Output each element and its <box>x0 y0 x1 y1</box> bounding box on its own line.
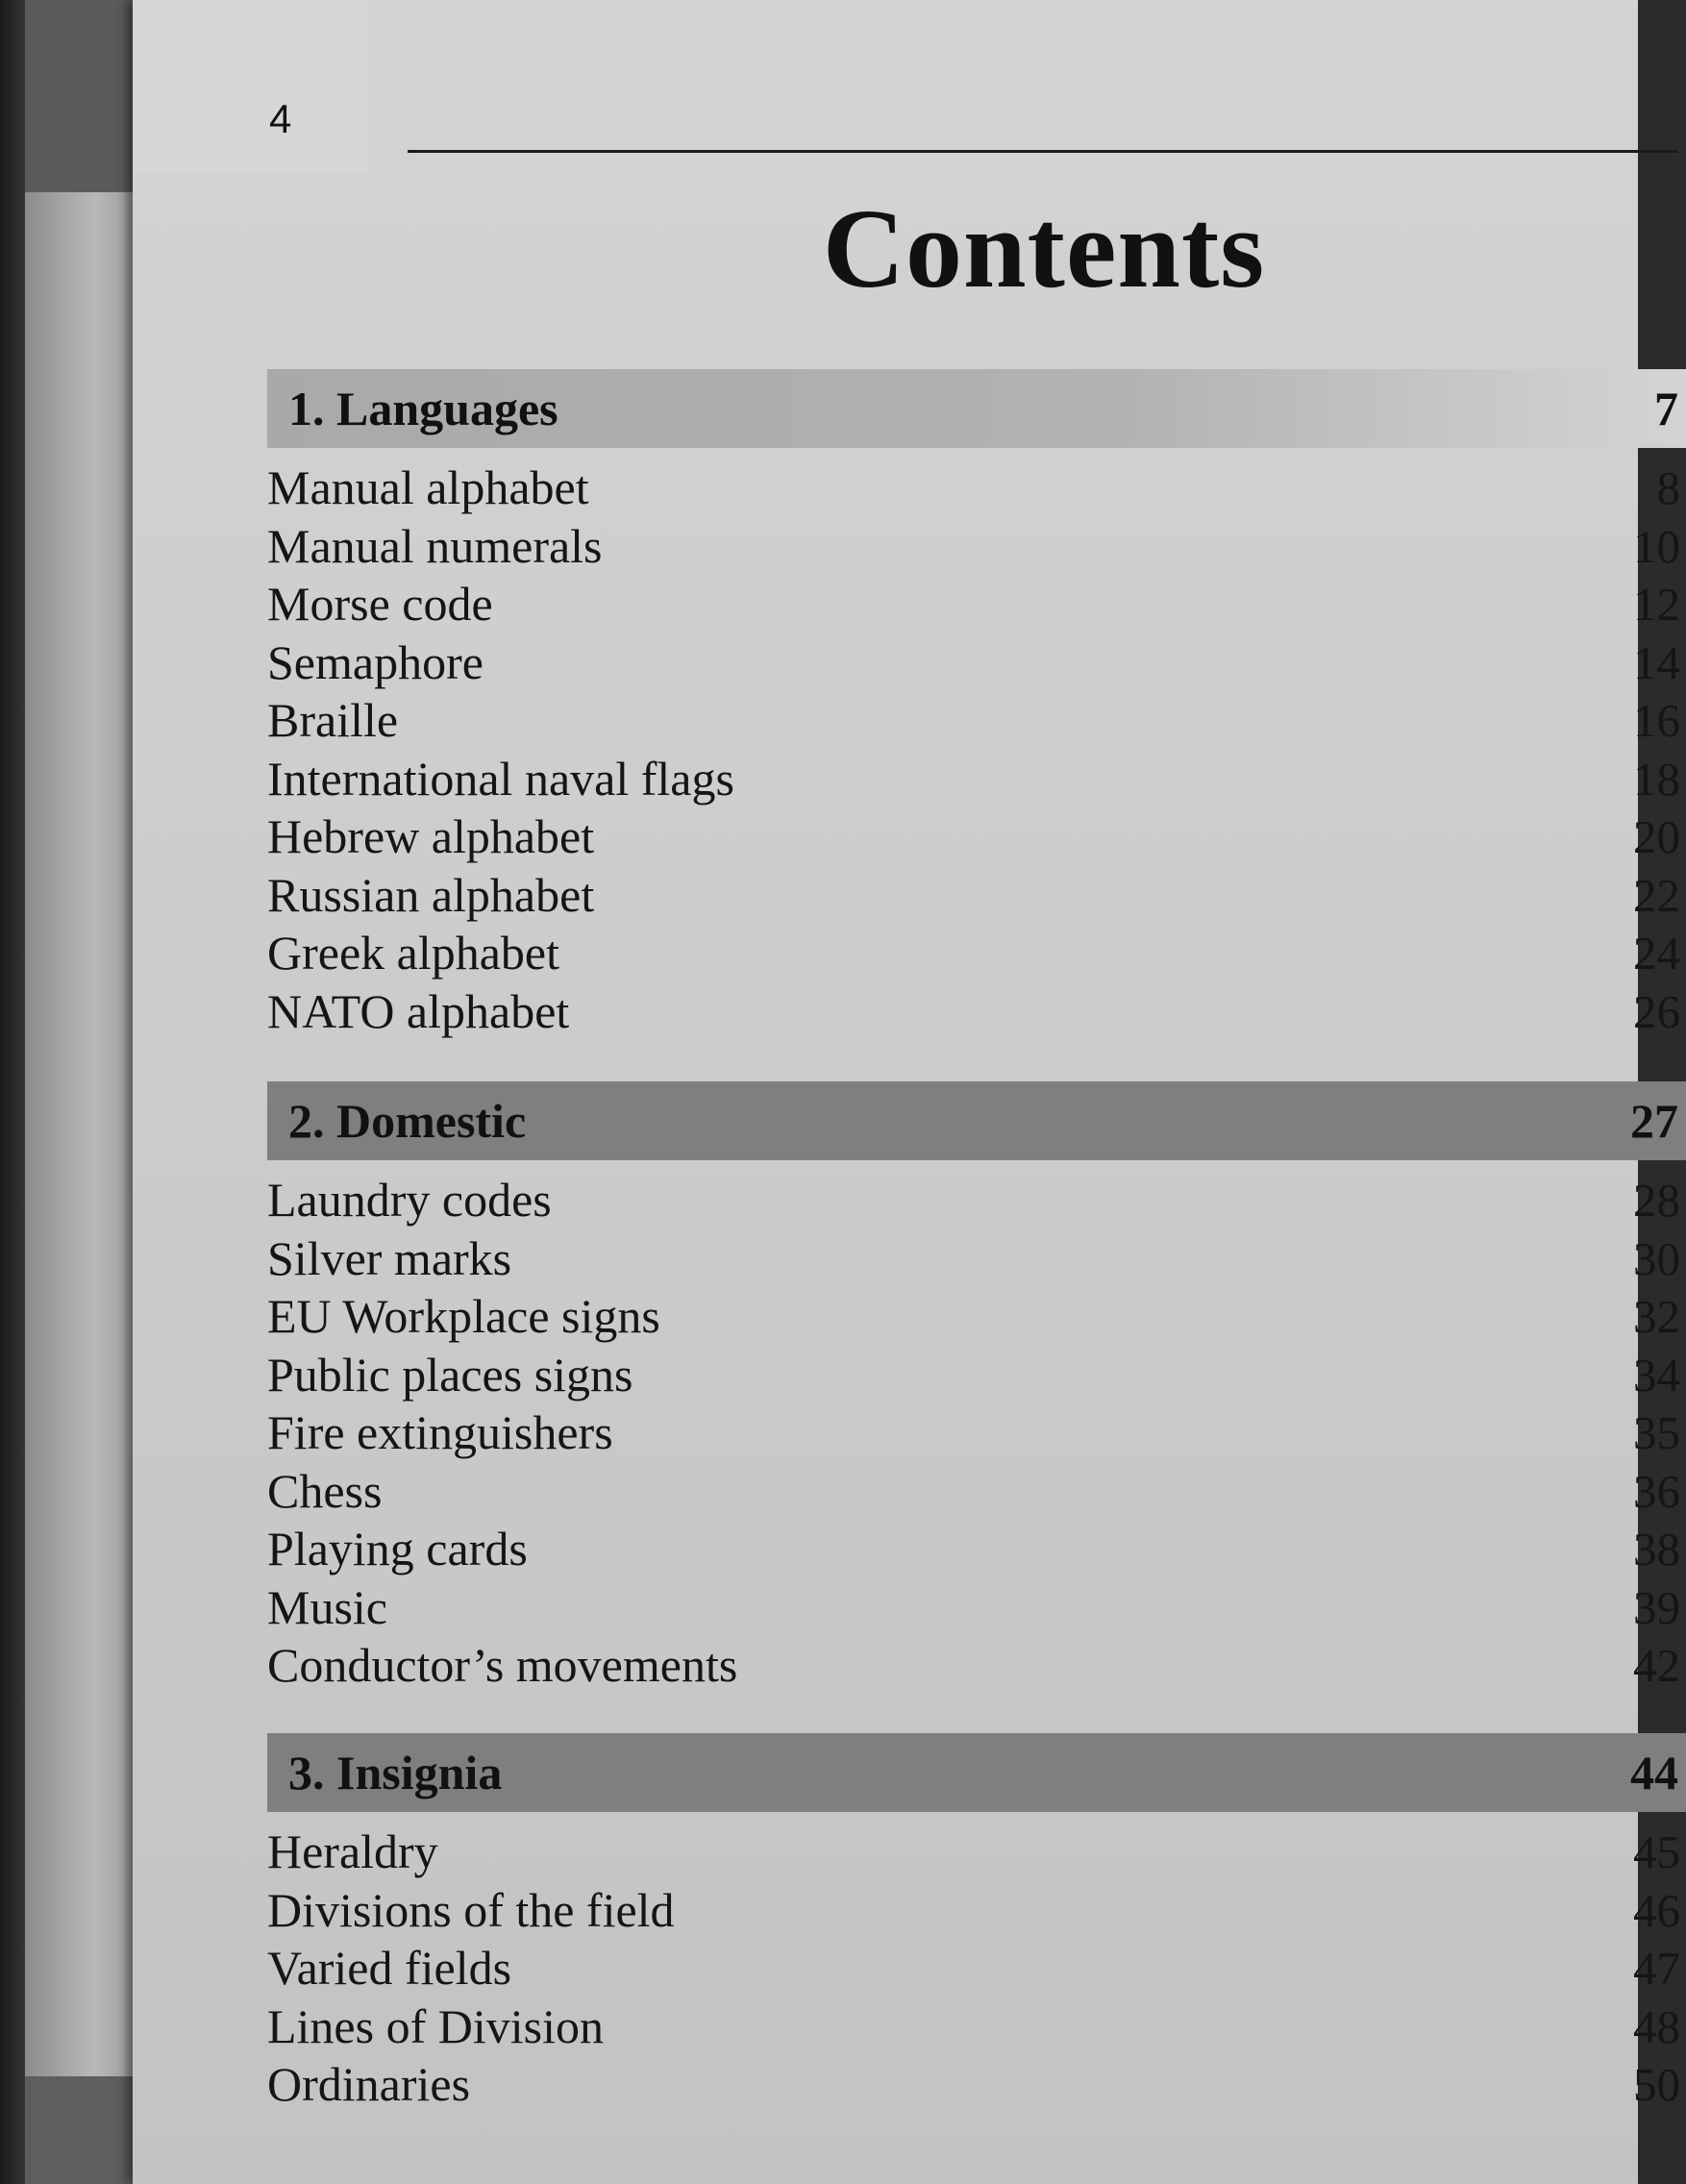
entry-label: Conductor’s movements <box>267 1638 738 1692</box>
entry-page: 10 <box>1633 519 1680 573</box>
section-page: 44 <box>1630 1746 1678 1799</box>
toc-entry <box>267 1521 1686 1579</box>
entry-label: Morse code <box>267 577 493 631</box>
entry-page: 14 <box>1633 635 1680 689</box>
entry-page: 16 <box>1633 694 1680 747</box>
toc-entry <box>267 459 1686 518</box>
entry-page: 34 <box>1633 1348 1680 1402</box>
section-languages <box>267 369 1686 1041</box>
entry-page: 12 <box>1633 578 1680 631</box>
toc-entry <box>267 1882 1686 1941</box>
section-header <box>267 369 1686 448</box>
toc-entry <box>267 751 1686 809</box>
toc-entry <box>267 692 1686 751</box>
entry-page: 32 <box>1633 1290 1680 1343</box>
toc-entry <box>267 1288 1686 1347</box>
toc-entry <box>267 1463 1686 1522</box>
entry-page: 47 <box>1633 1942 1680 1995</box>
entry-label: International naval flags <box>267 751 734 806</box>
underlying-page-top <box>25 0 140 192</box>
entry-label: Ordinaries <box>267 2057 471 2111</box>
entry-page: 36 <box>1633 1464 1680 1518</box>
toc-entry <box>267 925 1686 983</box>
toc-entry <box>267 1230 1686 1289</box>
entry-label: Russian alphabet <box>267 867 595 922</box>
section-header <box>267 1733 1686 1812</box>
page-title: Contents <box>822 186 1266 311</box>
entry-label: Playing cards <box>267 1522 528 1576</box>
entry-label: Manual numerals <box>267 518 603 573</box>
entry-page: 22 <box>1633 868 1680 922</box>
entry-page: 28 <box>1633 1174 1680 1227</box>
section-heading: 3. Insignia <box>288 1746 503 1799</box>
section-insignia <box>267 1733 1686 2115</box>
contents-page <box>133 0 1680 2184</box>
entry-page: 18 <box>1633 752 1680 806</box>
entry-label: Greek alphabet <box>267 926 560 980</box>
section-heading: 2. Domestic <box>288 1094 527 1148</box>
toc-entry <box>267 1172 1686 1230</box>
entry-page: 46 <box>1633 1883 1680 1937</box>
section-heading: 1. Languages <box>288 382 558 435</box>
entry-page: 48 <box>1633 1999 1680 2053</box>
entry-label: Lines of Division <box>267 1998 604 2053</box>
section-page: 27 <box>1630 1094 1678 1148</box>
toc-entry <box>267 808 1686 867</box>
entry-list <box>267 1824 1686 2115</box>
toc-entry <box>267 1579 1686 1638</box>
entry-page: 50 <box>1633 2058 1680 2111</box>
entry-label: Braille <box>267 693 399 747</box>
underlying-page-bottom <box>25 2076 140 2184</box>
entry-page: 30 <box>1633 1231 1680 1285</box>
entry-list <box>267 1172 1686 1696</box>
entry-label: EU Workplace signs <box>267 1289 660 1343</box>
toc-entry <box>267 867 1686 926</box>
entry-label: NATO alphabet <box>267 983 570 1038</box>
entry-label: Varied fields <box>267 1941 512 1995</box>
toc-entry <box>267 634 1686 693</box>
entry-label: Public places signs <box>267 1347 633 1402</box>
entry-page: 45 <box>1633 1825 1680 1878</box>
entry-label: Manual alphabet <box>267 460 589 514</box>
toc-entry <box>267 1998 1686 2057</box>
toc-entry <box>267 2056 1686 2115</box>
entry-label: Music <box>267 1579 387 1634</box>
toc-entry <box>267 1940 1686 1998</box>
entry-page: 38 <box>1633 1523 1680 1576</box>
header-rule <box>408 150 1678 153</box>
entry-page: 39 <box>1633 1580 1680 1634</box>
entry-label: Laundry codes <box>267 1173 552 1227</box>
page-number-box <box>133 0 369 173</box>
toc-entry <box>267 1637 1686 1696</box>
toc-entry <box>267 1824 1686 1882</box>
entry-label: Hebrew alphabet <box>267 809 595 863</box>
entry-page: 20 <box>1633 810 1680 863</box>
entry-label: Divisions of the field <box>267 1882 675 1937</box>
entry-page: 24 <box>1633 927 1680 980</box>
section-domestic <box>267 1081 1686 1696</box>
entry-label: Semaphore <box>267 634 483 689</box>
toc-entry <box>267 1404 1686 1463</box>
entry-page: 35 <box>1633 1406 1680 1459</box>
toc-entry <box>267 518 1686 577</box>
entry-label: Silver marks <box>267 1230 512 1285</box>
entry-page: 42 <box>1633 1639 1680 1692</box>
section-page: 7 <box>1654 382 1678 435</box>
entry-page: 26 <box>1633 984 1680 1038</box>
underlying-page <box>25 192 140 2076</box>
entry-label: Chess <box>267 1463 383 1518</box>
entry-label: Heraldry <box>267 1824 438 1878</box>
toc-entry <box>267 1347 1686 1405</box>
page-number: 4 <box>269 96 292 141</box>
toc-entry <box>267 576 1686 634</box>
entry-page: 8 <box>1656 461 1680 514</box>
toc-entry <box>267 983 1686 1042</box>
entry-list <box>267 459 1686 1041</box>
entry-label: Fire extinguishers <box>267 1405 613 1459</box>
section-header <box>267 1081 1686 1160</box>
